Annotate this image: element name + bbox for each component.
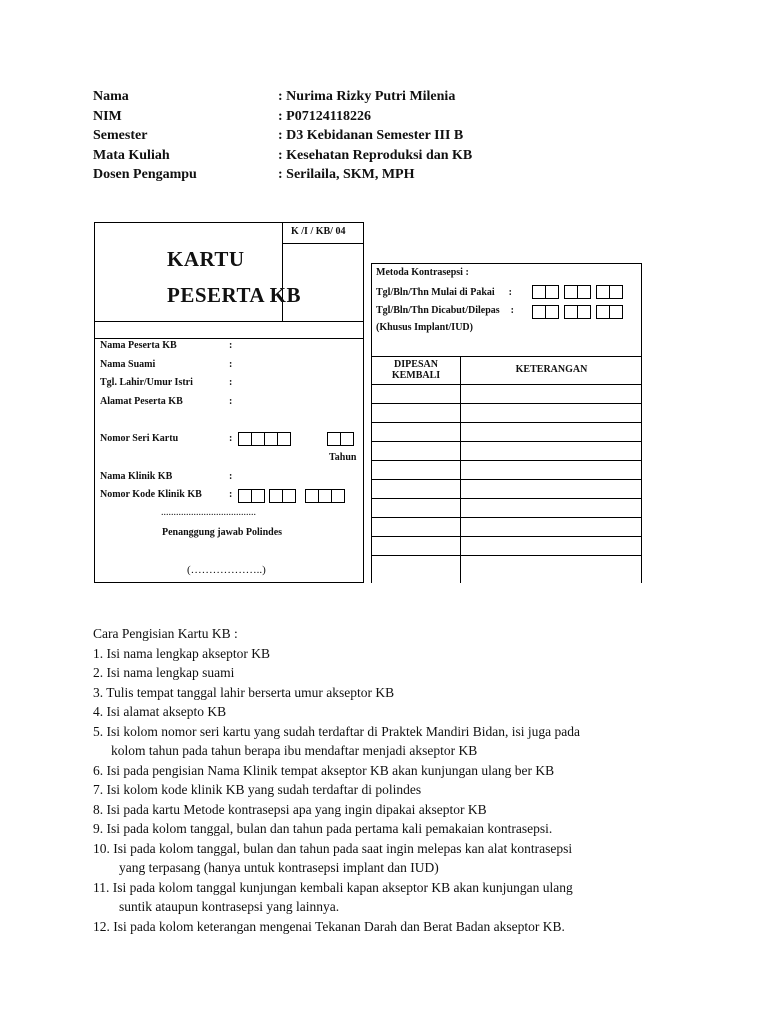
field-label: Alamat Peserta KB [100,396,183,407]
card-title-line1: KARTU [167,247,245,271]
metoda-label: Metoda Kontrasepsi : [376,267,469,278]
student-header [93,87,472,185]
header-value: : P07124118226 [278,107,371,127]
table-column-divider [460,357,461,583]
divider [95,321,363,322]
field-alamat [100,396,232,407]
header-row-dosen [93,165,472,185]
colon: : [229,471,233,482]
tgl-mulai-row: Tgl/Bln/Thn Mulai di Pakai : [376,287,512,298]
table-row-line [372,479,641,480]
penanggung-jawab: Penanggung jawab Polindes [162,527,283,538]
table-row-line [372,517,641,518]
header-value: : Nurima Rizky Putri Milenia [278,87,455,107]
colon: : [229,396,233,407]
field-label: Tgl. Lahir/Umur Istri [100,377,193,388]
khusus-label: (Khusus Implant/IUD) [376,322,473,333]
colon: : [229,433,233,444]
table-row-line [372,403,641,404]
table-row-line [372,422,641,423]
table-row-line [372,460,641,461]
colon: : [229,489,233,500]
instruction-item: 5. Isi kolom nomor seri kartu yang sudah terdaftar di Praktek Mandiri Bidan, isi juga pada [93,723,581,739]
kartu-peserta-kb-back [371,263,642,583]
header-row-nim [93,107,472,127]
colon: : [229,377,233,388]
signature-placeholder: (………………..) [187,564,266,576]
field-nama-suami [100,359,232,370]
instruction-item: 10. Isi pada kolom tanggal, bulan dan tahun pada saat ingin melepas kan alat kontrasepsi [93,840,573,856]
tahun-label: Tahun [329,452,357,463]
instruction-item: 7. Isi kolom kode klinik KB yang sudah terdaftar di polindes [93,782,422,797]
header-value: : Serilaila, SKM, MPH [278,165,415,185]
metoda-section [371,263,642,357]
field-label: Nomor Seri Kartu [100,433,179,444]
header-label: Nama [93,89,129,104]
header-row-mata-kuliah [93,146,472,166]
tgl-mulai-label: Tgl/Bln/Thn Mulai di Pakai [376,287,495,298]
instruction-item: suntik ataupun kontrasepsi yang lainnya. [119,899,340,914]
field-label: Nama Suami [100,359,156,370]
divider [95,338,363,339]
field-kode-klinik [100,489,232,500]
tgl-mulai-boxes[interactable] [532,285,622,299]
table-row-line [372,441,641,442]
instructions [93,624,580,936]
field-nama-peserta [100,340,232,351]
header-label: NIM [93,108,122,124]
card-code: K /I / KB/ 04 [282,222,364,244]
instruction-item: 3. Tulis tempat tanggal lahir berserta umur akseptor KB [93,684,395,700]
instruction-item: 9. Isi pada kolom tanggal, bulan dan tahun pada pertama kali pemakaian kontrasepsi. [93,821,553,836]
instruction-item: 8. Isi pada kartu Metode kontrasepsi apa yang ingin dipakai akseptor KB [93,801,487,817]
tgl-dicabut-label: Tgl/Bln/Thn Dicabut/Dilepas [376,305,500,316]
tahun-boxes[interactable] [327,432,353,446]
instruction-item: 1. Isi nama lengkap akseptor KB [93,645,270,661]
kartu-peserta-kb-front [94,222,364,583]
instructions-title: Cara Pengisian Kartu KB : [93,626,238,641]
card-title-line2: PESERTA KB [167,283,301,307]
instruction-item: 4. Isi alamat aksepto KB [93,704,227,719]
header-row-nama [93,87,472,107]
header-value: : Kesehatan Reproduksi dan KB [278,146,472,166]
instruction-item: 12. Isi pada kolom keterangan mengenai Tekanan Darah dan Berat Badan akseptor KB. [93,918,565,934]
tgl-dicabut-boxes[interactable] [532,305,622,319]
table-row-line [372,555,641,556]
field-label: Nama Peserta KB [100,340,177,351]
kunjungan-table [371,357,642,583]
table-row-line [372,384,641,385]
table-row-line [372,536,641,537]
header-label: Semester [93,128,148,143]
header-row-semester [93,126,472,146]
field-tgl-lahir [100,377,232,388]
signature-dots: ...................................... [161,507,256,518]
table-row-line [372,498,641,499]
tgl-dicabut-row: Tgl/Bln/Thn Dicabut/Dilepas : [376,305,514,316]
colon: : [229,359,233,370]
nomor-seri-boxes[interactable] [238,432,290,446]
header-label: Mata Kuliah [93,147,170,163]
instruction-item: 11. Isi pada kolom tanggal kunjungan kembali kapan akseptor KB akan kunjungan ulang [93,879,573,895]
field-label: Nomor Kode Klinik KB [100,489,202,500]
header-value: : D3 Kebidanan Semester III B [278,126,463,146]
field-nama-klinik [100,471,232,482]
field-nomor-seri [100,433,232,444]
header-label: Dosen Pengampu [93,167,197,182]
col-keterangan: KETERANGAN [515,364,588,375]
col-dipesan-kembali: DIPESAN KEMBALI [391,359,441,381]
colon: : [229,340,233,351]
kode-klinik-boxes[interactable] [238,489,344,503]
instruction-item: yang terpasang (hanya untuk kontrasepsi implant dan IUD) [119,860,439,875]
instruction-item: 2. Isi nama lengkap suami [93,665,235,680]
instruction-item: 6. Isi pada pengisian Nama Klinik tempat akseptor KB akan kunjungan ulang ber KB [93,762,555,778]
card-title [167,241,301,313]
instruction-item: kolom tahun pada tahun berapa ibu mendaftar menjadi akseptor KB [111,743,478,758]
field-label: Nama Klinik KB [100,471,173,482]
